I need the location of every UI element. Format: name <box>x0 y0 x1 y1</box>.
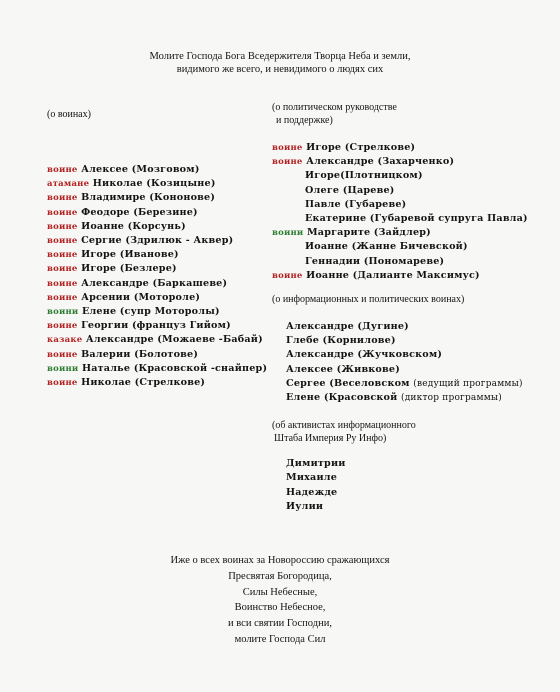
list-item <box>272 269 542 283</box>
list-item <box>47 362 287 376</box>
list-item <box>47 234 287 248</box>
footer-line: молите Господа Сил <box>234 633 326 645</box>
person-name: Наталье (Красовской -снайпер) <box>81 362 268 374</box>
person-name: Сергее (Веселовском <box>286 377 410 389</box>
list-item <box>286 320 542 334</box>
person-name: Игоре (Иванове) <box>81 249 179 261</box>
list-item <box>272 155 542 169</box>
list-item: Надежде <box>286 486 338 498</box>
person-name: Игоре (Безлере) <box>81 263 177 275</box>
list-item <box>286 377 542 391</box>
leadership-column <box>272 101 542 514</box>
list-item <box>47 333 287 347</box>
header-line-2: видимого же всего, и невидимого о людях сих <box>176 64 384 75</box>
person-name: Олеге (Цареве) <box>305 184 395 196</box>
role-label: воине <box>47 236 78 247</box>
leadership-list <box>272 141 542 283</box>
person-note: (ведущий программы) <box>413 378 523 389</box>
person-name: Елене (супр Моторолы) <box>81 306 220 318</box>
person-name: Владимире (Кононове) <box>81 192 216 204</box>
list-item <box>272 226 542 240</box>
list-item <box>272 212 542 226</box>
activists-list <box>272 457 542 514</box>
role-label: воине <box>47 292 78 303</box>
footer-line: и вси святии Господни, <box>228 618 332 630</box>
list-item <box>286 391 542 405</box>
role-label: воине <box>47 349 78 360</box>
list-item <box>272 141 542 155</box>
list-item <box>47 248 287 262</box>
person-name: Александре (Захарченко) <box>306 156 455 168</box>
role-label: воини <box>272 228 304 239</box>
leadership-label-1: (о политическом руководстве <box>272 102 397 113</box>
footer-line: Пресвятая Богородица, <box>228 570 332 582</box>
info-warriors-list <box>272 320 542 405</box>
person-name: Елене (Красовской <box>286 392 398 404</box>
footer-line: Силы Небесные, <box>242 586 318 598</box>
warriors-label: (о воинах) <box>47 109 91 120</box>
list-item <box>47 262 287 276</box>
person-name: Георгии (француз Гийом) <box>81 320 231 332</box>
list-item <box>47 277 287 291</box>
person-name: Сергие (Здрилюк - Аквер) <box>81 235 234 247</box>
person-name: Александре (Дугине) <box>286 321 409 333</box>
person-name: Александре (Баркашеве) <box>81 277 228 289</box>
list-item <box>47 191 287 205</box>
person-name: Иоанне (Жанне Бичевской) <box>305 241 468 253</box>
list-item: Иулии <box>286 500 324 512</box>
person-name: Глебе (Корнилове) <box>286 335 396 347</box>
person-name: Феодоре (Березине) <box>81 206 198 218</box>
list-item <box>272 240 542 254</box>
role-label: атамане <box>47 179 90 190</box>
list-item <box>286 348 542 362</box>
list-item <box>47 319 287 333</box>
person-note: (диктор программы) <box>400 393 502 404</box>
person-name: Павле (Губареве) <box>305 198 407 210</box>
list-item <box>286 334 542 348</box>
list-item <box>47 163 287 177</box>
person-name: Николае (Стрелкове) <box>81 377 206 389</box>
person-name: Игоре (Стрелкове) <box>306 142 416 153</box>
person-name: Иоанне (Корсунь) <box>81 220 186 232</box>
role-label: воини <box>47 363 79 374</box>
activists-label-1: (об активистах информационного <box>272 420 416 432</box>
role-label: воине <box>47 193 78 204</box>
person-name: Валерии (Болотове) <box>81 348 199 360</box>
person-name: Арсении (Мотороле) <box>81 291 201 303</box>
role-label: воине <box>47 165 78 175</box>
role-label: казаке <box>47 335 83 346</box>
person-name: Игоре(Плотницком) <box>305 170 423 182</box>
list-item <box>47 177 287 191</box>
person-name: Иоанне (Далианте Максимус) <box>306 269 480 281</box>
role-label: воине <box>47 278 78 289</box>
warriors-list <box>47 163 287 390</box>
person-name: Александре (Можаеве -Бабай) <box>85 334 263 346</box>
role-label: воине <box>272 143 303 153</box>
role-label: воине <box>47 207 78 218</box>
list-item <box>47 206 287 220</box>
list-item <box>286 363 542 377</box>
list-item <box>47 376 287 390</box>
leadership-label-2: и поддержке) <box>276 115 333 126</box>
list-item <box>47 291 287 305</box>
role-label: воине <box>272 270 303 281</box>
person-name: Алексее (Живкове) <box>286 363 400 375</box>
person-name: Геннадии (Пономареве) <box>305 255 445 267</box>
role-label: воине <box>47 221 78 232</box>
activists-label-2: Штаба Империя Ру Инфо) <box>274 433 387 445</box>
footer-line: Воинство Небесное, <box>234 602 326 614</box>
footer-line: Иже о всех воинах за Новороссию сражающихся <box>170 555 390 566</box>
info-warriors-label: (о информационных и политических воинах) <box>272 294 465 306</box>
person-name: Екатерине (Губаревой супруга Павла) <box>305 213 528 225</box>
footer-prayer <box>0 553 560 648</box>
role-label: воине <box>47 378 78 389</box>
list-item: Димитрии <box>286 458 346 470</box>
list-item <box>272 198 542 212</box>
list-item <box>272 184 542 198</box>
list-item <box>272 169 542 183</box>
list-item <box>47 305 287 319</box>
role-label: воине <box>47 264 78 275</box>
warriors-column <box>47 108 287 390</box>
role-label: воине <box>47 250 78 261</box>
role-label: воине <box>47 321 78 332</box>
person-name: Алексее (Мозговом) <box>81 164 200 175</box>
header-line-1: Молите Господа Бога Вседержителя Творца Неба и земли, <box>149 51 411 62</box>
person-name: Маргарите (Зайдлер) <box>306 227 431 239</box>
role-label: воине <box>272 157 303 168</box>
list-item <box>47 348 287 362</box>
header <box>0 50 560 76</box>
list-item <box>272 255 542 269</box>
person-name: Николае (Козицыне) <box>92 178 216 190</box>
role-label: воини <box>47 307 79 318</box>
list-item: Михаиле <box>286 472 338 484</box>
list-item <box>47 220 287 234</box>
person-name: Александре (Жучковском) <box>286 349 443 361</box>
